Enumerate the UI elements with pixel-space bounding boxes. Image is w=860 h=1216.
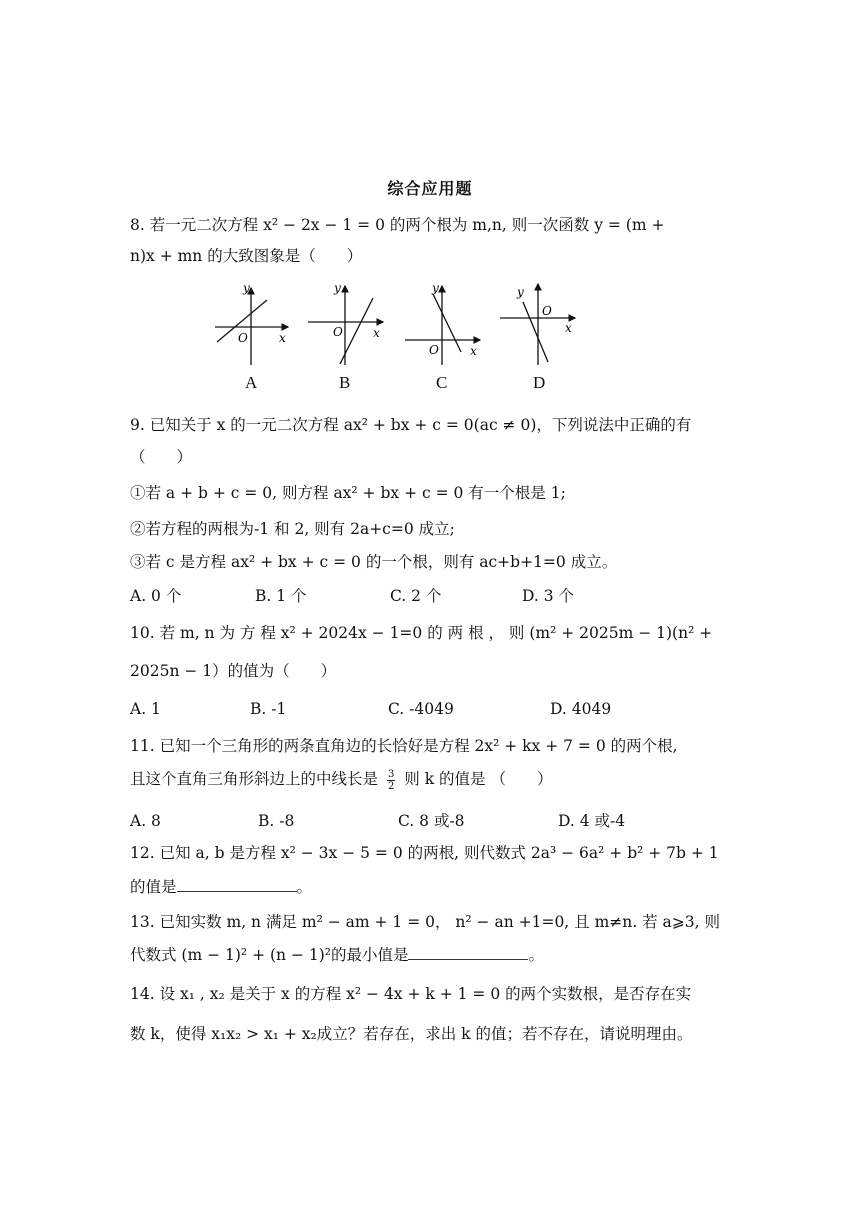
q14-line1: 14. 设 x₁ , x₂ 是关于 x 的方程 x² − 4x + k + 1 = 0 的两个实数根，是否存在实 [130,985,692,1003]
q9-option-b: B. 1 个 [255,587,307,605]
graph-c [405,281,480,365]
q9-option-a: A. 0 个 [130,587,182,605]
q11-line2 [130,768,552,792]
q8-graphs [205,280,595,395]
q10-line1: 10. 若 m, n 为 方 程 x² + 2024x − 1=0 的 两 根 ， 则 (m² + 2025m − 1)(n² + [130,624,713,642]
q11-option-c: C. 8 或-8 [398,812,465,830]
q13-line2-end: 。 [528,946,544,964]
q11-frac-num: 3 [387,768,395,780]
q12-line1: 12. 已知 a, b 是方程 x² − 3x − 5 = 0 的两根, 则代数式 2a³ − 6a² + b² + 7b + 1 [130,844,719,862]
q12-line2-text: 的值是 [130,878,177,896]
q13-line1: 13. 已知实数 m, n 满足 m² − am + 1 = 0， n² − an +1=0, 且 m≠n. 若 a⩾3, 则 [130,913,720,931]
q10-option-d: D. 4049 [550,700,612,718]
q9-line1: 9. 已知关于 x 的一元二次方程 ax² + bx + c = 0(ac ≠ 0)，下列说法中正确的有 [130,416,692,434]
q11-option-b: B. -8 [258,812,295,830]
graph-a [215,281,288,365]
graph-label-b: B [339,373,351,392]
graph-c-x: x [470,344,477,358]
q11-line1: 11. 已知一个三角形的两条直角边的长恰好是方程 2x² + kx + 7 = 0 的两个根, [130,737,678,755]
q13-line2-text: 代数式 (m − 1)² + (n − 1)²的最小值是 [130,946,409,964]
q9-option-d: D. 3 个 [522,587,575,605]
graph-b [308,281,383,365]
q10-option-c: C. -4049 [388,700,454,718]
q13-line2 [130,944,544,966]
graph-b-o: O [333,325,343,339]
q10-option-b: B. -1 [250,700,287,718]
section-title: 综合应用题 [387,179,473,198]
q9-line2: （ ） [130,448,193,466]
graph-label-a: A [245,373,258,392]
graph-d-o: O [542,304,552,318]
q9-option-c: C. 2 个 [390,587,442,605]
q11-fraction [387,769,395,792]
graph-c-y: y [432,281,439,295]
q11-line2-post: 则 k 的值是 （ ） [404,770,553,788]
q11-frac-den: 2 [387,780,395,792]
graph-label-d: D [533,373,546,392]
q8-line1: 8. 若一元二次方程 x² − 2x − 1 = 0 的两个根为 m,n, 则一次函数 y = (m + [130,216,665,234]
graph-d-y: y [517,285,524,299]
q10-options [130,698,730,720]
q11-options [130,810,730,832]
graph-b-x: x [373,326,380,340]
q12-line2 [130,876,312,898]
graph-a-x: x [279,331,286,345]
graph-c-o: O [429,343,439,357]
q12-answer-blank[interactable] [177,877,297,892]
q8-line2: n)x + mn 的大致图象是（ ） [130,247,363,265]
graph-d-x: x [565,321,572,335]
q13-answer-blank[interactable] [408,945,528,960]
q14-line2: 数 k，使得 x₁x₂ > x₁ + x₂成立？若存在，求出 k 的值；若不存在，请说明理由。 [130,1025,693,1043]
q11-option-a: A. 8 [130,812,161,830]
q9-statement-2: ②若方程的两根为-1 和 2, 则有 2a+c=0 成立; [130,520,455,538]
q11-line2-pre: 且这个直角三角形斜边上的中线长是 [130,770,379,788]
q9-options [130,585,730,607]
graph-b-y: y [334,281,341,295]
q9-statement-3: ③若 c 是方程 ax² + bx + c = 0 的一个根，则有 ac+b+1=0 成立。 [130,553,618,571]
q9-statement-1: ①若 a + b + c = 0, 则方程 ax² + bx + c = 0 有一个根是 1; [130,484,566,502]
q10-option-a: A. 1 [130,700,161,718]
graph-label-c: C [436,373,448,392]
graph-d [500,284,575,365]
graph-a-y: y [243,281,250,295]
graph-a-o: O [238,331,248,345]
q12-line2-end: 。 [296,878,313,896]
q11-option-d: D. 4 或-4 [558,812,626,830]
q10-line2: 2025n − 1）的值为（ ） [130,662,337,680]
